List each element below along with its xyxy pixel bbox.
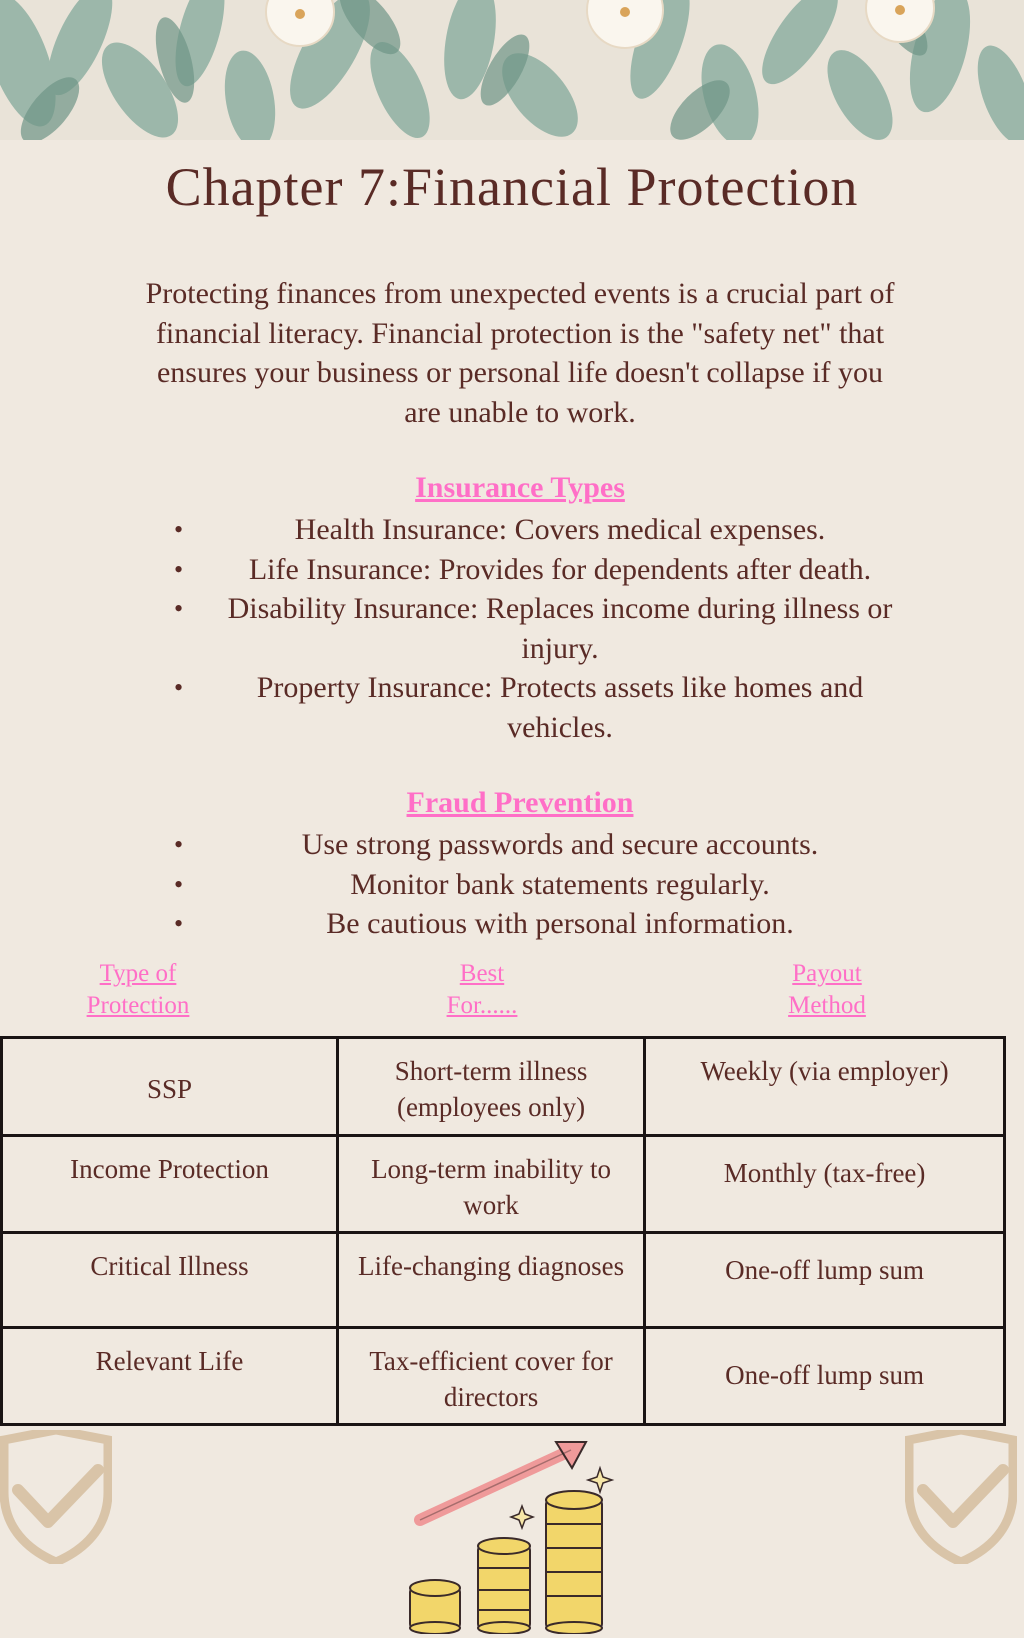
table-cell: Long-term inability to work: [337, 1136, 644, 1233]
table-row: [2, 1328, 1005, 1425]
table-cell: Tax-efficient cover for directors: [337, 1328, 644, 1425]
list-item: • Health Insurance: Covers medical expenses.: [160, 510, 910, 550]
page-title: Chapter 7:Financial Protection: [165, 157, 859, 217]
table-cell: Income Protection: [2, 1136, 338, 1233]
fraud-prevention-heading[interactable]: Fraud Prevention: [406, 786, 634, 819]
table-cell: Relevant Life: [2, 1328, 338, 1425]
shield-check-icon: [0, 1430, 112, 1568]
intro-paragraph: Protecting finances from unexpected events is a crucial part of financial literacy. Financial protection is the "safety net" that ensures your business or personal life doesn't collapse if you are unable to work.: [145, 277, 895, 429]
table-cell: Monthly (tax-free): [645, 1136, 1005, 1233]
column-header-best-for[interactable]: Best For......: [446, 960, 518, 1019]
list-item: • Life Insurance: Provides for dependents after death.: [160, 550, 910, 590]
insurance-types-list: [160, 510, 910, 747]
table-cell: Weekly (via employer): [645, 1038, 1005, 1136]
table-row: [2, 1038, 1005, 1136]
table-cell: One-off lump sum: [645, 1328, 1005, 1425]
fraud-prevention-list: [160, 825, 910, 944]
insurance-types-heading[interactable]: Insurance Types: [415, 471, 625, 504]
list-item: • Monitor bank statements regularly.: [160, 865, 910, 905]
table-cell: SSP: [2, 1038, 338, 1136]
list-item: • Property Insurance: Protects assets like homes and vehicles.: [160, 668, 910, 747]
list-item: • Be cautious with personal information.: [160, 904, 910, 944]
column-header-payout[interactable]: Payout Method: [788, 960, 866, 1019]
shield-check-icon: [905, 1430, 1017, 1568]
table-cell: Critical Illness: [2, 1233, 338, 1328]
list-item: • Disability Insurance: Replaces income during illness or injury.: [160, 589, 910, 668]
floral-banner-icon: [0, 0, 1024, 140]
column-header-type[interactable]: Type of Protection: [86, 960, 190, 1019]
table-cell: Short-term illness (employees only): [337, 1038, 644, 1136]
table-cell: One-off lump sum: [645, 1233, 1005, 1328]
table-row: [2, 1136, 1005, 1233]
protection-table: [0, 1036, 1006, 1426]
table-row: [2, 1233, 1005, 1328]
growth-coins-icon: [406, 1428, 616, 1638]
list-item: • Use strong passwords and secure accounts.: [160, 825, 910, 865]
table-cell: Life-changing diagnoses: [337, 1233, 644, 1328]
